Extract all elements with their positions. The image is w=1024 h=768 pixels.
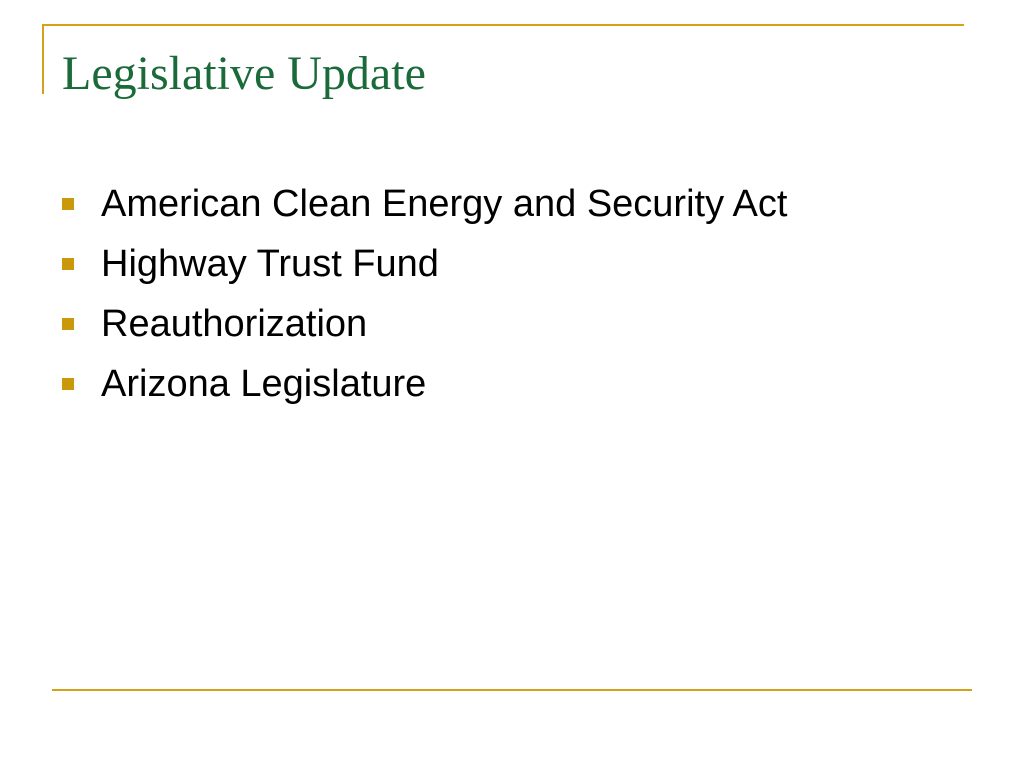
bullet-item (62, 174, 787, 234)
title-left-rule (42, 24, 44, 94)
bullet-item (62, 234, 787, 294)
bullet-list (62, 174, 787, 414)
bullet-item (62, 354, 787, 414)
bullet-item (62, 294, 787, 354)
bullet-text: American Clean Energy and Security Act (101, 182, 788, 225)
footer-rule (52, 689, 972, 691)
square-bullet-icon (62, 378, 74, 390)
bullet-text: Arizona Legislature (101, 362, 427, 405)
slide-title: Legislative Update (62, 47, 426, 100)
title-top-rule (42, 24, 964, 26)
bullet-text: Reauthorization (101, 302, 368, 345)
square-bullet-icon (62, 198, 74, 210)
square-bullet-icon (62, 318, 74, 330)
square-bullet-icon (62, 258, 74, 270)
bullet-text: Highway Trust Fund (101, 242, 439, 285)
